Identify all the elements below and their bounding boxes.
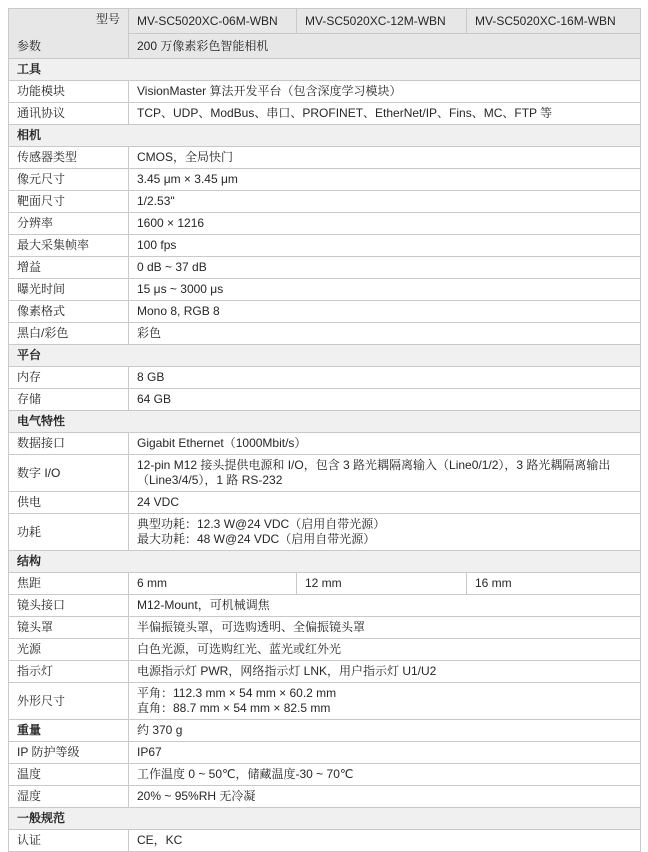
model-name-1: MV-SC5020XC-06M-WBN <box>129 9 297 34</box>
spec-row <box>9 639 641 661</box>
spec-row <box>9 301 641 323</box>
spec-label: 最大采集帧率 <box>9 235 129 257</box>
spec-label: 温度 <box>9 764 129 786</box>
spec-row <box>9 389 641 411</box>
spec-row <box>9 786 641 808</box>
model-header-row <box>9 9 641 34</box>
spec-label: 黑白/彩色 <box>9 323 129 345</box>
spec-row <box>9 830 641 852</box>
spec-value: VisionMaster 算法开发平台（包含深度学习模块） <box>129 81 641 103</box>
spec-value-line: 最大功耗：48 W@24 VDC（启用自带光源） <box>137 532 376 546</box>
spec-value: M12-Mount，可机械调焦 <box>129 595 641 617</box>
spec-value: 100 fps <box>129 235 641 257</box>
spec-value: Mono 8, RGB 8 <box>129 301 641 323</box>
spec-value: 6 mm <box>129 573 297 595</box>
section-title: 工具 <box>9 59 641 81</box>
spec-value: 24 VDC <box>129 492 641 514</box>
spec-value: 约 370 g <box>129 720 641 742</box>
spec-row <box>9 191 641 213</box>
model-name-2: MV-SC5020XC-12M-WBN <box>297 9 467 34</box>
spec-row <box>9 720 641 742</box>
spec-label: 功耗 <box>9 514 129 551</box>
spec-value: 工作温度 0 ~ 50℃，储藏温度-30 ~ 70℃ <box>129 764 641 786</box>
spec-value: 白色光源，可选购红光、蓝光或红外光 <box>129 639 641 661</box>
spec-value: CMOS，全局快门 <box>129 147 641 169</box>
spec-row <box>9 514 641 551</box>
spec-value-line: 直角：88.7 mm × 54 mm × 82.5 mm <box>137 701 331 715</box>
spec-row <box>9 595 641 617</box>
spec-value: 彩色 <box>129 323 641 345</box>
spec-label: 像元尺寸 <box>9 169 129 191</box>
spec-table-body <box>9 59 641 852</box>
spec-label: 重量 <box>9 720 129 742</box>
spec-label: 焦距 <box>9 573 129 595</box>
spec-label: 数字 I/O <box>9 455 129 492</box>
spec-value: 1/2.53" <box>129 191 641 213</box>
spec-label: IP 防护等级 <box>9 742 129 764</box>
spec-label: 外形尺寸 <box>9 683 129 720</box>
spec-label: 像素格式 <box>9 301 129 323</box>
spec-label: 湿度 <box>9 786 129 808</box>
spec-value: 3.45 μm × 3.45 μm <box>129 169 641 191</box>
spec-row <box>9 455 641 492</box>
spec-row <box>9 103 641 125</box>
spec-row <box>9 81 641 103</box>
spec-value: TCP、UDP、ModBus、串口、PROFINET、EtherNet/IP、Fins、MC、FTP 等 <box>129 103 641 125</box>
section-title: 结构 <box>9 551 641 573</box>
spec-row <box>9 683 641 720</box>
spec-row <box>9 573 641 595</box>
spec-label: 镜头接口 <box>9 595 129 617</box>
spec-label: 内存 <box>9 367 129 389</box>
spec-value: 20% ~ 95%RH 无冷凝 <box>129 786 641 808</box>
spec-row <box>9 742 641 764</box>
spec-value: 0 dB ~ 37 dB <box>129 257 641 279</box>
spec-label: 分辨率 <box>9 213 129 235</box>
spec-value <box>129 683 641 720</box>
model-description: 200 万像素彩色智能相机 <box>129 34 641 59</box>
section-row <box>9 551 641 573</box>
spec-label: 功能模块 <box>9 81 129 103</box>
spec-row <box>9 764 641 786</box>
spec-value: 16 mm <box>467 573 641 595</box>
corner-label-param: 参数 <box>17 39 42 53</box>
spec-label: 传感器类型 <box>9 147 129 169</box>
spec-row <box>9 147 641 169</box>
spec-row <box>9 323 641 345</box>
section-row <box>9 411 641 433</box>
spec-label: 通讯协议 <box>9 103 129 125</box>
spec-label: 数据接口 <box>9 433 129 455</box>
spec-row <box>9 661 641 683</box>
spec-value: 1600 × 1216 <box>129 213 641 235</box>
spec-value: IP67 <box>129 742 641 764</box>
spec-row <box>9 213 641 235</box>
spec-row <box>9 235 641 257</box>
spec-value: 12-pin M12 接头提供电源和 I/O，包含 3 路光耦隔离输入（Line0/1/2），3 路光耦隔离输出（Line3/4/5），1 路 RS-232 <box>129 455 641 492</box>
spec-value <box>129 514 641 551</box>
section-row <box>9 125 641 147</box>
spec-row <box>9 367 641 389</box>
spec-row <box>9 257 641 279</box>
spec-row <box>9 492 641 514</box>
spec-row <box>9 279 641 301</box>
section-title: 相机 <box>9 125 641 147</box>
spec-value: 8 GB <box>129 367 641 389</box>
section-title: 一般规范 <box>9 808 641 830</box>
spec-label: 供电 <box>9 492 129 514</box>
spec-label: 靶面尺寸 <box>9 191 129 213</box>
section-title: 平台 <box>9 345 641 367</box>
spec-value: 15 μs ~ 3000 μs <box>129 279 641 301</box>
section-row <box>9 345 641 367</box>
corner-header-cell <box>9 9 129 59</box>
section-row <box>9 808 641 830</box>
spec-label: 认证 <box>9 830 129 852</box>
spec-label: 曝光时间 <box>9 279 129 301</box>
spec-value: 12 mm <box>297 573 467 595</box>
spec-row <box>9 433 641 455</box>
spec-label: 存储 <box>9 389 129 411</box>
model-name-3: MV-SC5020XC-16M-WBN <box>467 9 641 34</box>
section-row <box>9 59 641 81</box>
spec-table <box>8 8 641 852</box>
spec-value: CE，KC <box>129 830 641 852</box>
spec-value-line: 平角：112.3 mm × 54 mm × 60.2 mm <box>137 686 337 700</box>
spec-label: 增益 <box>9 257 129 279</box>
section-title: 电气特性 <box>9 411 641 433</box>
corner-label-model: 型号 <box>95 12 120 26</box>
spec-label: 指示灯 <box>9 661 129 683</box>
spec-label: 镜头罩 <box>9 617 129 639</box>
spec-value: 电源指示灯 PWR，网络指示灯 LNK，用户指示灯 U1/U2 <box>129 661 641 683</box>
spec-row <box>9 169 641 191</box>
spec-value: 64 GB <box>129 389 641 411</box>
spec-value: Gigabit Ethernet（1000Mbit/s） <box>129 433 641 455</box>
spec-label: 光源 <box>9 639 129 661</box>
spec-value: 半偏振镜头罩，可选购透明、全偏振镜头罩 <box>129 617 641 639</box>
spec-value-line: 典型功耗：12.3 W@24 VDC（启用自带光源） <box>137 517 386 531</box>
spec-row <box>9 617 641 639</box>
